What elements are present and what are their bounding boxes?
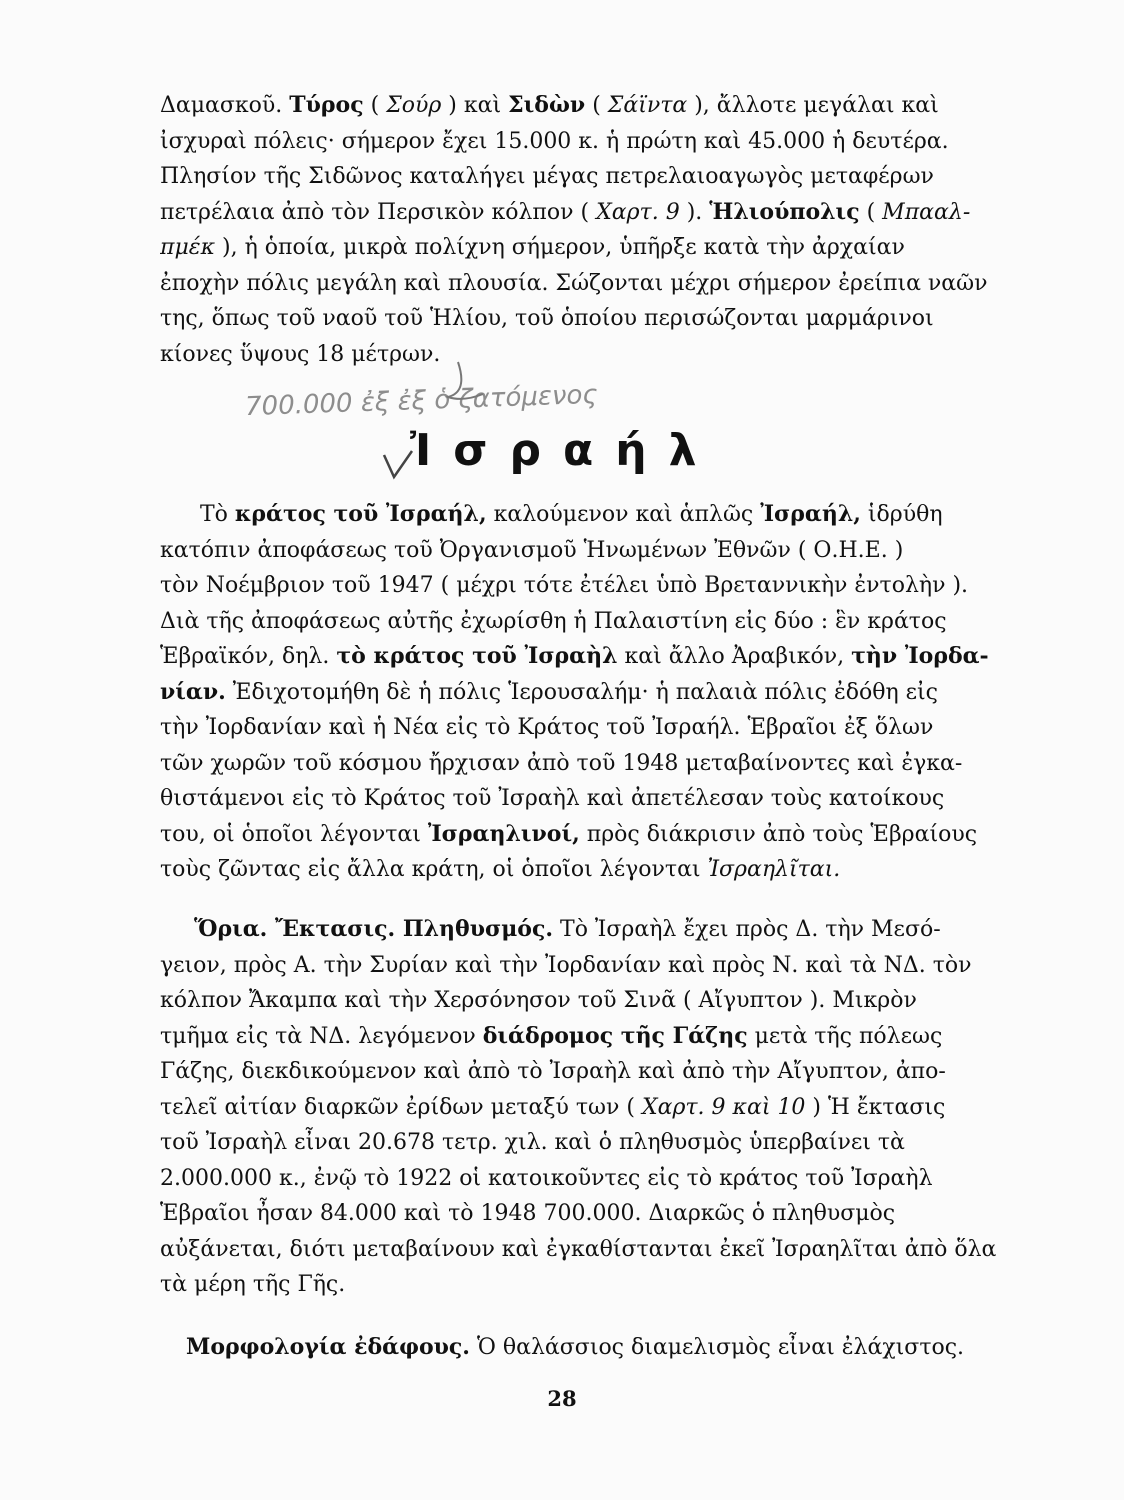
text-line: τμῆμα εἰς τὰ ΝΔ. λεγόμενον διάδρομος τῆς Γάζης μετὰ τῆς πόλεως bbox=[160, 1022, 943, 1049]
text-line: Ἑβραῖοι ἦσαν 84.000 καὶ τὸ 1948 700.000. Διαρκῶς ὁ πληθυσμὸς bbox=[160, 1201, 896, 1226]
text-line: νίαν. Ἐδιχοτομήθη δὲ ἡ πόλις Ἱερουσαλήμ· ἡ παλαιὰ πόλις ἐδόθη εἰς bbox=[160, 678, 939, 705]
text-line: τοῦ Ἰσραὴλ εἶναι 20.678 τετρ. χιλ. καὶ ὁ πληθυσμὸς ὑπερβαίνει τὰ bbox=[160, 1130, 905, 1155]
text-line: τελεῖ αἰτίαν διαρκῶν ἐρίδων μεταξύ των ( Χαρτ. 9 καὶ 10 ) Ἡ ἔκτασις bbox=[160, 1094, 946, 1120]
text-line: ἰσχυραὶ πόλεις· σήμερον ἔχει 15.000 κ. ἡ πρώτη καὶ 45.000 ἡ δευτέρα. bbox=[160, 128, 949, 154]
text-line: τὴν Ἰορδανίαν καὶ ἡ Νέα εἰς τὸ Κράτος τοῦ Ἰσραήλ. Ἑβραῖοι ἐξ ὅλων bbox=[160, 715, 934, 740]
text-line: της, ὅπως τοῦ ναοῦ τοῦ Ἡλίου, τοῦ ὁποίου περισώζονται μαρμάρινοι bbox=[160, 306, 934, 331]
handwritten-annotation: 700.000 ἐξ ἐξ ὁ ζατόμενος bbox=[244, 379, 599, 423]
text-line: Δαμασκοῦ. Τύρος ( Σούρ ) καὶ Σιδὼν ( Σάϊντα ), ἄλλοτε μεγάλαι καὶ bbox=[160, 92, 939, 118]
text-line: Γάζης, διεκδικούμενον καὶ ἀπὸ τὸ Ἰσραὴλ καὶ ἀπὸ τὴν Αἴγυπτον, ἀπο- bbox=[160, 1059, 946, 1084]
text-line: Ὅρια. Ἔκτασις. Πληθυσμός. Τὸ Ἰσραὴλ ἔχει πρὸς Δ. τὴν Μεσό- bbox=[194, 916, 941, 942]
text-line: κόλπον Ἄκαμπα καὶ τὴν Χερσόνησον τοῦ Σινᾶ ( Αἴγυπτον ). Μικρὸν bbox=[160, 988, 917, 1013]
paragraph-morphology bbox=[160, 1330, 1008, 1366]
paragraph-borders-area-population bbox=[160, 912, 1008, 1303]
text-line: του, οἱ ὁποῖοι λέγονται Ἰσραηλινοί, πρὸς διάκρισιν ἀπὸ τοὺς Ἑβραίους bbox=[160, 820, 978, 847]
text-line: 2.000.000 κ., ἐνῷ τὸ 1922 οἱ κατοικοῦντες εἰς τὸ κράτος τοῦ Ἰσραὴλ bbox=[160, 1165, 933, 1191]
text-line: Διὰ τῆς ἀποφάσεως αὐτῆς ἐχωρίσθη ἡ Παλαιστίνη εἰς δύο : ἓν κράτος bbox=[160, 608, 947, 634]
text-line: Ἑβραϊκόν, δηλ. τὸ κράτος τοῦ Ἰσραὴλ καὶ ἄλλο Ἀραβικόν, τὴν Ἰορδα- bbox=[160, 643, 989, 669]
text-line: τὸν Νοέμβριον τοῦ 1947 ( μέχρι τότε ἐτέλει ὑπὸ Βρεταννικὴν ἐντολὴν ). bbox=[160, 573, 969, 598]
text-line: τοὺς ζῶντας εἰς ἄλλα κράτη, οἱ ὁποῖοι λέγονται Ἰσραηλῖται. bbox=[160, 857, 841, 882]
page-number: 28 bbox=[547, 1386, 577, 1411]
text-line: τὰ μέρη τῆς Γῆς. bbox=[160, 1272, 346, 1297]
text-line: ἐποχὴν πόλις μεγάλη καὶ πλουσία. Σώζονται μέχρι σήμερον ἐρείπια ναῶν bbox=[160, 270, 988, 296]
text-line: Πλησίον τῆς Σιδῶνος καταλήγει μέγας πετρελαιοαγωγὸς μεταφέρων bbox=[160, 164, 934, 189]
pencil-mark-icon bbox=[438, 352, 508, 412]
text-line: θιστάμενοι εἰς τὸ Κράτος τοῦ Ἰσραὴλ καὶ ἀπετέλεσαν τοὺς κατοίκους bbox=[160, 786, 945, 811]
text-line: Μορφολογία ἐδάφους. Ὁ θαλάσσιος διαμελισμὸς εἶναι ἐλάχιστος. bbox=[186, 1334, 965, 1360]
text-line: αὐξάνεται, διότι μεταβαίνουν καὶ ἐγκαθίστανται ἐκεῖ Ἰσραηλῖται ἀπὸ ὅλα bbox=[160, 1236, 997, 1262]
text-line: Τὸ κράτος τοῦ Ἰσραήλ, καλούμενον καὶ ἁπλῶς Ἰσραήλ, ἱδρύθη bbox=[200, 501, 943, 527]
paragraph-israel-founding bbox=[160, 497, 1008, 888]
text-line: κατόπιν ἀποφάσεως τοῦ Ὀργανισμοῦ Ἡνωμένων Ἐθνῶν ( Ο.Η.Ε. ) bbox=[160, 537, 904, 563]
text-line: κίονες ὕψους 18 μέτρων. bbox=[160, 341, 441, 367]
text-line: τῶν χωρῶν τοῦ κόσμου ἤρχισαν ἀπὸ τοῦ 1948 μεταβαίνοντες καὶ ἐγκα- bbox=[160, 750, 963, 776]
text-line: πετρέλαια ἀπὸ τὸν Περσικὸν κόλπον ( Χαρτ. 9 ). Ἡλιούπολις ( Μπααλ- bbox=[160, 198, 971, 225]
text-line: πμέκ ), ἡ ὁποία, μικρὰ πολίχνη σήμερον, ὑπῆρξε κατὰ τὴν ἀρχαίαν bbox=[160, 235, 905, 260]
section-heading-israel: Ἰσραήλ bbox=[410, 425, 719, 476]
text-line: γειον, πρὸς Α. τὴν Συρίαν καὶ τὴν Ἰορδανίαν καὶ πρὸς Ν. καὶ τὰ ΝΔ. τὸν bbox=[160, 952, 972, 978]
paragraph-lebanon-cities bbox=[160, 88, 1008, 372]
